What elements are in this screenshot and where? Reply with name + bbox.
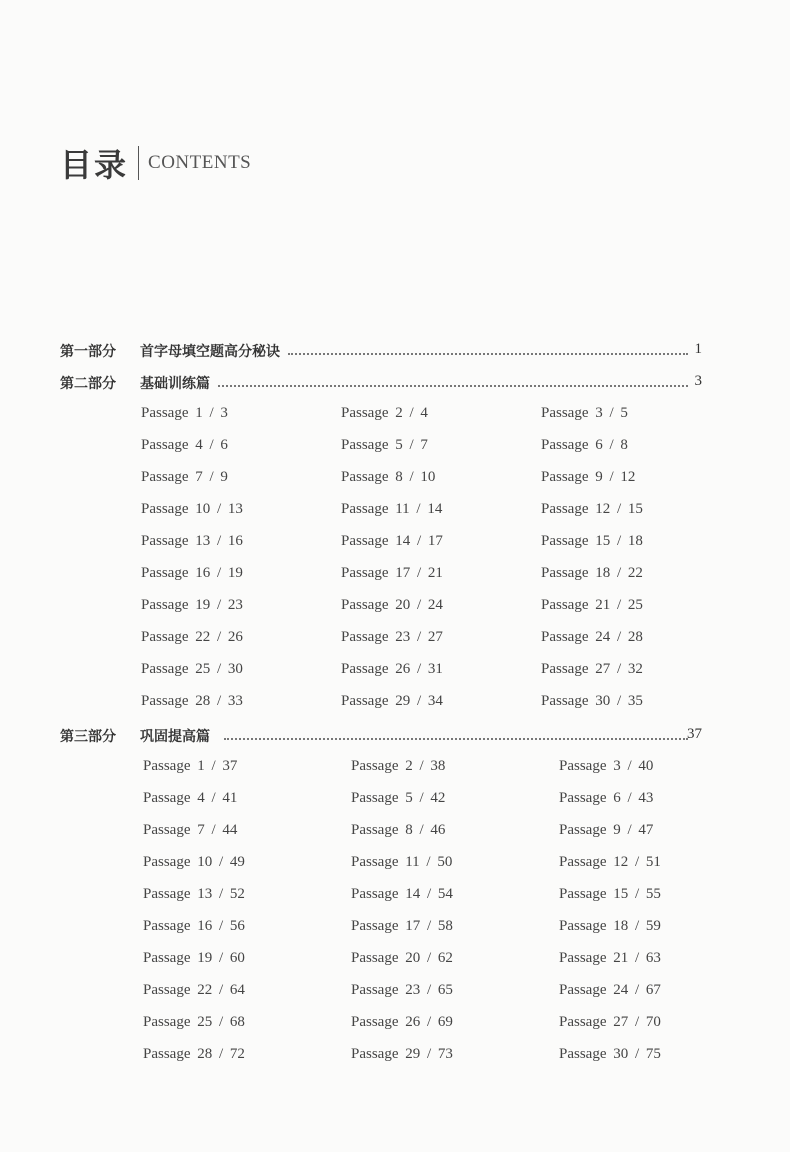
passage-entry[interactable]: Passage 13 / 16 (141, 533, 243, 549)
page-title: 目录 (60, 146, 129, 184)
passage-entry[interactable]: Passage 26 / 69 (351, 1014, 453, 1030)
passage-entry[interactable]: Passage 21 / 25 (541, 597, 643, 613)
passage-entry[interactable]: Passage 29 / 73 (351, 1046, 453, 1062)
leader-dots (218, 385, 688, 387)
passage-entry[interactable]: Passage 1 / 37 (143, 758, 238, 774)
passage-entry[interactable]: Passage 30 / 35 (541, 693, 643, 709)
passage-entry[interactable]: Passage 25 / 30 (141, 661, 243, 677)
passage-entry[interactable]: Passage 21 / 63 (559, 950, 661, 966)
contents-header (60, 140, 251, 186)
passage-entry[interactable]: Passage 12 / 15 (541, 501, 643, 517)
passage-entry[interactable]: Passage 30 / 75 (559, 1046, 661, 1062)
section-page-number: 3 (694, 373, 702, 389)
passage-entry[interactable]: Passage 27 / 70 (559, 1014, 661, 1030)
passage-entry[interactable]: Passage 7 / 9 (141, 469, 228, 485)
passage-entry[interactable]: Passage 11 / 50 (351, 854, 453, 870)
passage-entry[interactable]: Passage 11 / 14 (341, 501, 443, 517)
passage-entry[interactable]: Passage 9 / 12 (541, 469, 636, 485)
passage-entry[interactable]: Passage 2 / 38 (351, 758, 446, 774)
section-page-number: 1 (694, 341, 702, 357)
section-page-number: 37 (687, 726, 702, 742)
passage-entry[interactable]: Passage 13 / 52 (143, 886, 245, 902)
passage-entry[interactable]: Passage 8 / 10 (341, 469, 436, 485)
passage-entry[interactable]: Passage 24 / 28 (541, 629, 643, 645)
passage-entry[interactable]: Passage 16 / 19 (141, 565, 243, 581)
passage-entry[interactable]: Passage 10 / 13 (141, 501, 243, 517)
passage-entry[interactable]: Passage 19 / 60 (143, 950, 245, 966)
passage-entry[interactable]: Passage 28 / 33 (141, 693, 243, 709)
section-label: 第三部分 (60, 729, 116, 745)
passage-entry[interactable]: Passage 17 / 58 (351, 918, 453, 934)
passage-entry[interactable]: Passage 19 / 23 (141, 597, 243, 613)
section-label: 第二部分 (60, 376, 116, 392)
passage-entry[interactable]: Passage 9 / 47 (559, 822, 654, 838)
passage-entry[interactable]: Passage 17 / 21 (341, 565, 443, 581)
passage-entry[interactable]: Passage 12 / 51 (559, 854, 661, 870)
passage-entry[interactable]: Passage 4 / 41 (143, 790, 238, 806)
passage-entry[interactable]: Passage 8 / 46 (351, 822, 446, 838)
passage-entry[interactable]: Passage 22 / 26 (141, 629, 243, 645)
passage-entry[interactable]: Passage 1 / 3 (141, 405, 228, 421)
passage-entry[interactable]: Passage 14 / 54 (351, 886, 453, 902)
passage-entry[interactable]: Passage 10 / 49 (143, 854, 245, 870)
leader-dots (288, 353, 688, 355)
section-row-part-1[interactable] (60, 341, 702, 361)
passage-entry[interactable]: Passage 25 / 68 (143, 1014, 245, 1030)
page-subtitle: CONTENTS (148, 152, 252, 173)
passage-entry[interactable]: Passage 15 / 18 (541, 533, 643, 549)
passage-entry[interactable]: Passage 4 / 6 (141, 437, 228, 453)
leader-dots (224, 738, 688, 740)
passage-entry[interactable]: Passage 29 / 34 (341, 693, 443, 709)
passage-entry[interactable]: Passage 27 / 32 (541, 661, 643, 677)
title-divider (138, 146, 139, 180)
section-row-part-3[interactable] (60, 726, 702, 746)
passage-entry[interactable]: Passage 20 / 62 (351, 950, 453, 966)
section-title: 基础训练篇 (140, 376, 210, 392)
section-label: 第一部分 (60, 344, 116, 360)
passage-entry[interactable]: Passage 16 / 56 (143, 918, 245, 934)
passage-entry[interactable]: Passage 22 / 64 (143, 982, 245, 998)
passage-entry[interactable]: Passage 6 / 43 (559, 790, 654, 806)
section-title: 首字母填空题高分秘诀 (140, 344, 280, 360)
section-row-part-2[interactable] (60, 373, 702, 393)
passage-entry[interactable]: Passage 24 / 67 (559, 982, 661, 998)
passage-entry[interactable]: Passage 23 / 65 (351, 982, 453, 998)
passage-entry[interactable]: Passage 15 / 55 (559, 886, 661, 902)
passage-entry[interactable]: Passage 5 / 42 (351, 790, 446, 806)
passage-entry[interactable]: Passage 3 / 40 (559, 758, 654, 774)
passage-entry[interactable]: Passage 14 / 17 (341, 533, 443, 549)
passage-entry[interactable]: Passage 6 / 8 (541, 437, 628, 453)
passage-entry[interactable]: Passage 2 / 4 (341, 405, 428, 421)
passage-entry[interactable]: Passage 20 / 24 (341, 597, 443, 613)
passage-entry[interactable]: Passage 18 / 59 (559, 918, 661, 934)
passage-entry[interactable]: Passage 23 / 27 (341, 629, 443, 645)
passage-entry[interactable]: Passage 3 / 5 (541, 405, 628, 421)
passage-entry[interactable]: Passage 18 / 22 (541, 565, 643, 581)
passage-entry[interactable]: Passage 5 / 7 (341, 437, 428, 453)
passage-entry[interactable]: Passage 26 / 31 (341, 661, 443, 677)
section-title: 巩固提高篇 (140, 729, 210, 745)
passage-entry[interactable]: Passage 28 / 72 (143, 1046, 245, 1062)
passage-entry[interactable]: Passage 7 / 44 (143, 822, 238, 838)
